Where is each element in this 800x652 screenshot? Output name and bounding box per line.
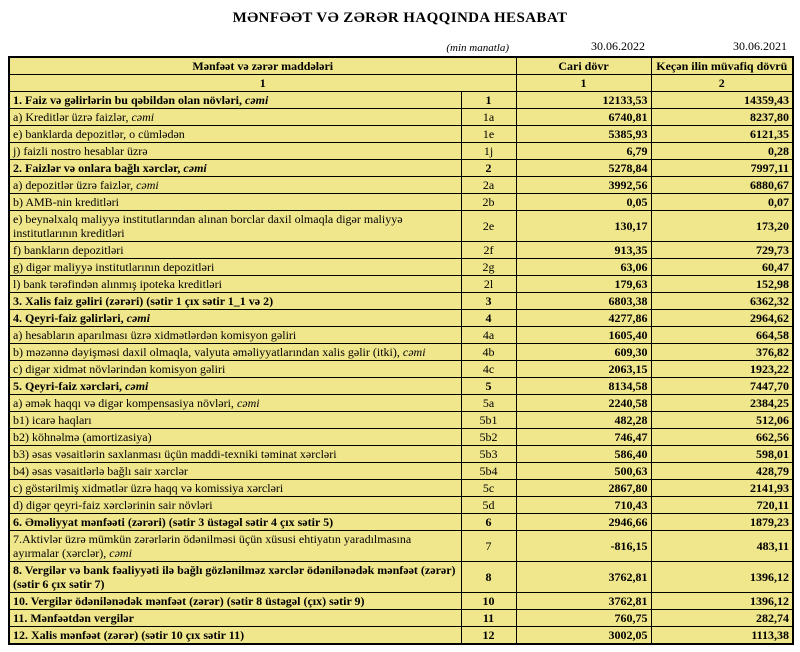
row-code: 5a: [461, 395, 516, 412]
table-row: [9, 531, 793, 562]
row-code: 4b: [461, 344, 516, 361]
row-code: 5: [461, 378, 516, 395]
row-value-previous: 483,11: [651, 531, 793, 562]
row-code: 1e: [461, 126, 516, 143]
row-value-previous: 6880,67: [651, 177, 793, 194]
table-row: [9, 610, 793, 627]
table-row: [9, 395, 793, 412]
header-row-titles: [9, 57, 793, 75]
row-value-previous: 376,82: [651, 344, 793, 361]
row-label: 7.Aktivlər üzrə mümkün zərərlərin ödənilməsi üçün xüsusi ehtiyatın yaradılmasına ayırmalar (xərclər), cəmi: [9, 531, 461, 562]
table-row: [9, 109, 793, 126]
row-label: b1) icarə haqları: [9, 412, 461, 429]
row-label: b4) əsas vəsaitlərlə bağlı sair xərclər: [9, 463, 461, 480]
row-value-current: 0,05: [516, 194, 651, 211]
row-value-previous: 2964,62: [651, 310, 793, 327]
row-value-current: 2240,58: [516, 395, 651, 412]
row-label: a) hesabların aparılması üzrə xidmətlərdən komisyon gəliri: [9, 327, 461, 344]
row-value-current: 482,28: [516, 412, 651, 429]
row-label: b2) köhnəlmə (amortizasiya): [9, 429, 461, 446]
row-code: 2a: [461, 177, 516, 194]
unit-note: (min manatla): [446, 42, 509, 54]
row-code: 3: [461, 293, 516, 310]
row-value-current: 2867,80: [516, 480, 651, 497]
row-label: f) bankların depozitləri: [9, 242, 461, 259]
row-value-current: 12133,53: [516, 92, 651, 109]
table-header: [9, 57, 793, 92]
row-code: 1: [461, 92, 516, 109]
table-row: [9, 310, 793, 327]
row-code: 12: [461, 627, 516, 645]
row-label: 6. Əməliyyat mənfəəti (zərəri) (sətir 3 üstəgəl sətir 4 çıx sətir 5): [9, 514, 461, 531]
row-code: 5c: [461, 480, 516, 497]
row-code: 4a: [461, 327, 516, 344]
row-code: 11: [461, 610, 516, 627]
table-row: [9, 92, 793, 109]
row-code: 5b2: [461, 429, 516, 446]
header-previous-number: 2: [651, 75, 793, 92]
table-row: [9, 497, 793, 514]
row-label: b) AMB-nin kreditləri: [9, 194, 461, 211]
row-code: 8: [461, 562, 516, 593]
row-value-current: 710,43: [516, 497, 651, 514]
table-row: [9, 361, 793, 378]
table-row: [9, 293, 793, 310]
row-label: 11. Mənfəətdən vergilər: [9, 610, 461, 627]
row-label: c) göstərilmiş xidmətlər üzrə haqq və komissiya xərcləri: [9, 480, 461, 497]
row-value-current: 6740,81: [516, 109, 651, 126]
row-value-current: 913,35: [516, 242, 651, 259]
table-row: [9, 446, 793, 463]
row-value-previous: 1396,12: [651, 593, 793, 610]
row-value-previous: 7447,70: [651, 378, 793, 395]
row-label: d) digər qeyri-faiz xərclərinin sair növləri: [9, 497, 461, 514]
row-value-current: 3992,56: [516, 177, 651, 194]
row-code: 5b3: [461, 446, 516, 463]
row-label: a) Kreditlər üzrə faizlər, cəmi: [9, 109, 461, 126]
row-label: 4. Qeyri-faiz gəlirləri, cəmi: [9, 310, 461, 327]
header-current-period: Cari dövr: [516, 57, 651, 75]
row-code: 2g: [461, 259, 516, 276]
row-value-current: 3002,05: [516, 627, 651, 645]
table-row: [9, 242, 793, 259]
row-label: 2. Faizlər və onlara bağlı xərclər, cəmi: [9, 160, 461, 177]
row-value-current: 179,63: [516, 276, 651, 293]
table-row: [9, 194, 793, 211]
row-value-previous: 1879,23: [651, 514, 793, 531]
row-value-previous: 0,07: [651, 194, 793, 211]
table-row: [9, 429, 793, 446]
row-value-previous: 8237,80: [651, 109, 793, 126]
row-value-previous: 512,06: [651, 412, 793, 429]
row-value-previous: 729,73: [651, 242, 793, 259]
row-code: 6: [461, 514, 516, 531]
row-value-current: 2946,66: [516, 514, 651, 531]
row-code: 1a: [461, 109, 516, 126]
row-label: l) bank tərəfindən alınmış ipoteka kreditləri: [9, 276, 461, 293]
row-label: 12. Xalis mənfəət (zərər) (sətir 10 çıx sətir 11): [9, 627, 461, 645]
table-row: [9, 480, 793, 497]
row-value-current: 1605,40: [516, 327, 651, 344]
report-subheader: [8, 39, 792, 54]
table-row: [9, 344, 793, 361]
row-value-previous: 2141,93: [651, 480, 793, 497]
header-previous-period: Keçən ilin müvafiq dövrü: [651, 57, 793, 75]
profit-loss-table: [8, 56, 794, 645]
row-value-previous: 60,47: [651, 259, 793, 276]
table-row: [9, 514, 793, 531]
row-code: 2l: [461, 276, 516, 293]
row-label: 3. Xalis faiz gəliri (zərəri) (sətir 1 çıx sətir 1_1 və 2): [9, 293, 461, 310]
date-current: 30.06.2022: [591, 39, 645, 53]
row-value-current: 6803,38: [516, 293, 651, 310]
table-row: [9, 412, 793, 429]
row-value-previous: 664,58: [651, 327, 793, 344]
row-value-current: 746,47: [516, 429, 651, 446]
table-row: [9, 177, 793, 194]
row-value-previous: 1113,38: [651, 627, 793, 645]
row-value-previous: 1923,22: [651, 361, 793, 378]
row-value-current: 760,75: [516, 610, 651, 627]
row-value-current: 5278,84: [516, 160, 651, 177]
row-label: 1. Faiz və gəlirlərin bu qəbildən olan növləri, cəmi: [9, 92, 461, 109]
row-label: a) əmək haqqı və digər kompensasiya növləri, cəmi: [9, 395, 461, 412]
date-previous: 30.06.2021: [733, 39, 787, 53]
table-row: [9, 259, 793, 276]
row-label: 5. Qeyri-faiz xərcləri, cəmi: [9, 378, 461, 395]
row-label: c) digər xidmət növlərindən komisyon gəliri: [9, 361, 461, 378]
table-row: [9, 327, 793, 344]
row-code: 2: [461, 160, 516, 177]
table-row: [9, 562, 793, 593]
row-value-current: 609,30: [516, 344, 651, 361]
row-code: 5d: [461, 497, 516, 514]
row-value-current: 5385,93: [516, 126, 651, 143]
row-label: 10. Vergilər ödənilənədək mənfəət (zərər) (sətir 8 üstəgəl (çıx) sətir 9): [9, 593, 461, 610]
row-label: e) banklarda depozitlər, o cümlədən: [9, 126, 461, 143]
row-code: 2f: [461, 242, 516, 259]
row-code: 2b: [461, 194, 516, 211]
row-code: 5b1: [461, 412, 516, 429]
row-code: 10: [461, 593, 516, 610]
row-label: g) digər maliyyə institutlarının depozitləri: [9, 259, 461, 276]
row-value-current: 130,17: [516, 211, 651, 242]
row-code: 7: [461, 531, 516, 562]
row-value-previous: 428,79: [651, 463, 793, 480]
header-items: Mənfəət və zərər maddələri: [9, 57, 516, 75]
row-value-current: 63,06: [516, 259, 651, 276]
row-code: 2e: [461, 211, 516, 242]
row-value-current: 3762,81: [516, 562, 651, 593]
row-value-previous: 720,11: [651, 497, 793, 514]
row-label: b3) əsas vəsaitlərin saxlanması üçün maddi-texniki təminat xərcləri: [9, 446, 461, 463]
row-value-current: 3762,81: [516, 593, 651, 610]
row-value-previous: 662,56: [651, 429, 793, 446]
row-value-previous: 152,98: [651, 276, 793, 293]
row-value-previous: 14359,43: [651, 92, 793, 109]
header-current-number: 1: [516, 75, 651, 92]
row-label: e) beynəlxalq maliyyə institutlarından alınan borclar daxil olmaqla digər maliyyə institutlarının kreditləri: [9, 211, 461, 242]
header-row-numbers: [9, 75, 793, 92]
row-value-previous: 598,01: [651, 446, 793, 463]
table-body: [9, 92, 793, 645]
row-value-current: -816,15: [516, 531, 651, 562]
table-row: [9, 160, 793, 177]
table-row: [9, 378, 793, 395]
row-value-previous: 7997,11: [651, 160, 793, 177]
row-value-current: 8134,58: [516, 378, 651, 395]
row-value-current: 2063,15: [516, 361, 651, 378]
row-code: 5b4: [461, 463, 516, 480]
row-value-previous: 282,74: [651, 610, 793, 627]
row-value-previous: 2384,25: [651, 395, 793, 412]
row-value-current: 586,40: [516, 446, 651, 463]
row-value-current: 4277,86: [516, 310, 651, 327]
header-items-number: 1: [9, 75, 516, 92]
row-label: 8. Vergilər və bank fəaliyyəti ilə bağlı gözlənilməz xərclər ödənilənədək mənfəət (zərər) (sətir 6 çıx sətir 7): [9, 562, 461, 593]
table-row: [9, 211, 793, 242]
row-value-previous: 6121,35: [651, 126, 793, 143]
row-value-previous: 1396,12: [651, 562, 793, 593]
table-row: [9, 593, 793, 610]
row-code: 4: [461, 310, 516, 327]
row-code: 1j: [461, 143, 516, 160]
table-row: [9, 276, 793, 293]
table-row: [9, 627, 793, 645]
row-label: b) məzənnə dəyişməsi daxil olmaqla, valyuta əməliyyatlarından xalis gəlir (itki), cəmi: [9, 344, 461, 361]
table-row: [9, 143, 793, 160]
row-value-current: 500,63: [516, 463, 651, 480]
page-title: MƏNFƏƏT VƏ ZƏRƏR HAQQINDA HESABAT: [232, 10, 568, 26]
row-value-current: 6,79: [516, 143, 651, 160]
table-row: [9, 463, 793, 480]
row-value-previous: 173,20: [651, 211, 793, 242]
row-label: a) depozitlər üzrə faizlər, cəmi: [9, 177, 461, 194]
row-label: j) faizli nostro hesablar üzrə: [9, 143, 461, 160]
row-value-previous: 0,28: [651, 143, 793, 160]
row-code: 4c: [461, 361, 516, 378]
table-row: [9, 126, 793, 143]
row-value-previous: 6362,32: [651, 293, 793, 310]
